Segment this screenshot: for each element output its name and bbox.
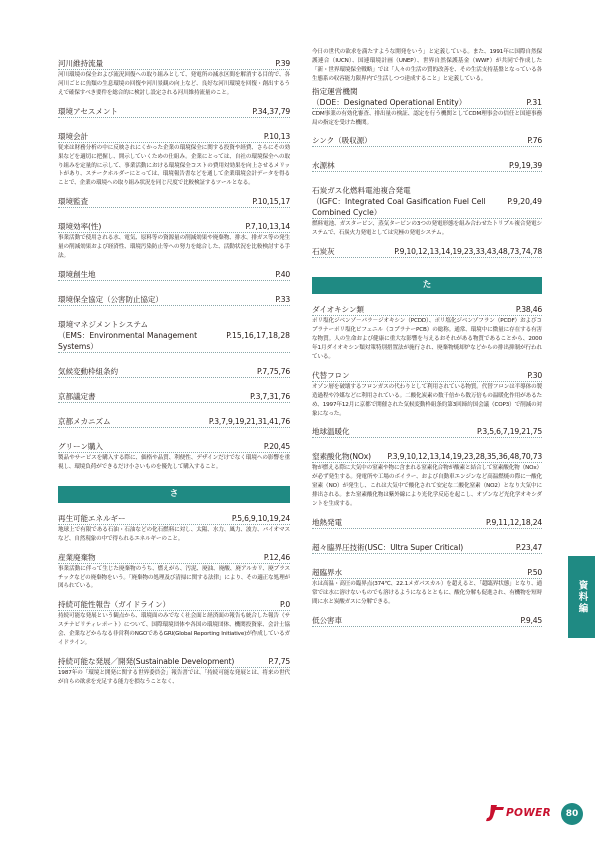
glossary-entry: [58, 104, 290, 129]
glossary-entry: [312, 540, 542, 565]
term-description: 製品やサービスを購入する際に、価格や品質、利便性、デザインだけでなく環境への影響を重視し、環境負荷ができるだけ小さいものを優先して購入すること。: [58, 454, 290, 470]
page-refs: P.9,11,12,18,24: [486, 517, 542, 527]
term-english: （DOE：Designated Operational Entity）: [312, 97, 467, 107]
glossary-entry: [312, 84, 542, 134]
term-heading: [312, 515, 542, 529]
page-refs: P.38,46: [515, 305, 542, 315]
term-description: 持続可能な発展という観点から、環境面のみでなく社会面と経済面の報告も統合した報告（サステナビリティレポート）について、国際環境団体や各国の環境団体、機関投資家、会計士協会、企業などからなる非営利のNGOであるGRI(Global Reporting Initiative)が作成しているガイドライン。: [58, 613, 290, 647]
glossary-entry: [58, 129, 290, 195]
term-heading: [58, 389, 290, 403]
glossary-list-a: [58, 56, 290, 478]
page-refs: P.23,47: [515, 542, 542, 552]
term-description: 地球上で有限である石油・石油などの化石燃料に対し、太陽、水力、風力、波力、バイオマスなど、自然現象の中で得られるエネルギーのこと。: [58, 526, 290, 542]
term: 再生可能エネルギー: [58, 513, 126, 523]
page-refs: P.3,9,10,12,13,14,19,23,28,35,36,48,70,73: [387, 452, 542, 462]
glossary-entry: [312, 424, 542, 449]
page-refs: P.3,5,6,7,19,21,75: [476, 427, 542, 437]
term: 環境保全協定（公害防止協定）: [58, 294, 163, 304]
term: 産業廃棄物: [58, 552, 96, 562]
term: 持続可能な発展／開発(Sustainable Development): [58, 656, 235, 666]
glossary-entry: [58, 292, 290, 317]
side-tab-appendix[interactable]: 資料編: [568, 556, 595, 638]
page-refs: P.33: [275, 294, 290, 304]
page-refs: P.31: [526, 97, 542, 107]
term-heading: [312, 449, 542, 463]
term: 超臨界水: [312, 567, 342, 577]
page-refs: P.50: [527, 567, 542, 577]
term-heading: [58, 56, 290, 70]
term-heading: [312, 613, 542, 627]
page-refs: P.0: [279, 600, 290, 610]
term-description: 事業活動に伴って生じた廃棄物のうち、燃えがら、汚泥、廃油、廃酸、廃アルカリ、廃プラスチックなどの廃棄物をいう。「廃棄物の処理及び清掃に関する法律」により、その適正な処理が図られている。: [58, 565, 290, 590]
term-heading: [58, 129, 290, 143]
term: 石炭灰: [312, 247, 335, 257]
term: 地球温暖化: [312, 427, 350, 437]
term: 環境マネジメントシステム: [58, 319, 149, 329]
page-refs: P.34,37,79: [252, 106, 290, 116]
glossary-entry: [58, 550, 290, 598]
glossary-entry: [312, 183, 542, 244]
term-heading: [58, 511, 290, 525]
page-refs: P.9,45: [520, 615, 542, 625]
term: 超々臨界圧技術(USC：Ultra Super Critical): [312, 542, 464, 552]
page-refs: P.3,7,9,19,21,31,41,76: [208, 416, 290, 426]
page-refs: P.39: [275, 59, 290, 68]
term: ダイオキシン類: [312, 305, 364, 315]
glossary-entry: [58, 317, 290, 364]
glossary-entry: [58, 219, 290, 267]
page-refs: P.10,13: [263, 131, 290, 141]
glossary-list-d: [312, 302, 542, 637]
page-refs: P.7,75: [268, 656, 290, 666]
term: シンク（吸収源）: [312, 136, 372, 146]
term-description: 従来は財務分析の中に反映されにくかった企業の環境保全に関する投資や経費、さらにその効果などを適切に把握し、開示していくための仕組み。企業にとっては、自社の環境保全への取り組みを定量的に示して、事業活動における環境保全コストの費用対効果を向上させるメリットがあり、ステークホルダーにとっては、環境報告書などを通して企業環境会計データを得ることで、企業の環境への取り組み状況を同じ尺度で比較検証するツールとなる。: [58, 144, 290, 187]
glossary-entry: [58, 654, 290, 693]
section-header-sa: さ: [58, 486, 290, 503]
term-description: オゾン層を破壊するフロンガスの代わりとして利用されている物質。代替フロンは半導体の製造過程や冷媒などに利用されている。二酸化炭素の数千倍から数万倍もの温暖化作用があるため、1997年12月に京都で開催された気候変動枠組条約第3回締約国会議（COP3）で削減の対象になった。: [312, 383, 542, 417]
term-heading: [312, 244, 542, 258]
term-heading: [312, 183, 542, 219]
section-header-ta: た: [312, 277, 542, 294]
glossary-entry: [58, 364, 290, 389]
page-refs: P.30: [527, 370, 542, 380]
jpower-mark-icon: [483, 803, 505, 823]
term: 環境効率(性): [58, 222, 102, 232]
glossary-entry: [312, 244, 542, 269]
term-heading: [312, 565, 542, 579]
term: グリーン購入: [58, 441, 103, 451]
term-heading: [58, 219, 290, 233]
logo-wordmark: POWER: [506, 807, 551, 819]
term-english: （EMS：Environmental Management Systems）: [58, 330, 198, 351]
term: 環境創生地: [58, 269, 96, 279]
term-heading: [58, 292, 290, 306]
glossary-entry: [312, 613, 542, 638]
term-description: 物が燃える際に大気中の窒素や物に含まれる窒素化合物が酸素と結合して窒素酸化物（NOx）が必ず発生する。発電所や工場のボイラー、および自動車エンジンなど高温燃焼の際に一酸化窒素（NO）が発生し、これは大気中で酸化されて安定な二酸化窒素（NO2）となり大気中に排出される。また窒素酸化物は紫外線により光化学反応を起こし、オゾンなど光化学オキシダントを生成する。: [312, 465, 542, 508]
glossary-entry: [312, 565, 542, 613]
term-heading: [58, 267, 290, 281]
term-description: 燃料電池、ガスタービン、蒸気タービンの3つの発電形態を組み合わせたトリプル複合発電システムで、石炭火力発電としては究極の発電システム。: [312, 221, 542, 237]
term: 環境会計: [58, 131, 88, 141]
glossary-entry: [312, 302, 542, 368]
term: 水源林: [312, 161, 335, 171]
right-column: [312, 47, 542, 638]
term-description: 事業活動で使用される水、電気、原料等の資源量の削減効果や廃棄物、排水、排ガス等の発生量の削減効果および経済性、環境汚染防止等への努力を総合した、活動状況を比較検討する手法。: [58, 235, 290, 260]
glossary-entry: [58, 414, 290, 439]
term-description: ポリ塩化ジベンゾ－パラ－ジオキシン（PCDD）、ポリ塩化ジベンゾフラン（PCDF）およびコプラナーポリ塩化ビフェニル（コプラナーPCB）の総称。通常、環境中に微量に存在する有害な物質。人の生命および健康に重大な影響を与えるおそれがある物質であることから、2000年1月ダイオキシン類対策特別措置法が施行され、廃棄物焼却炉などからの排出抑制が行われている。: [312, 318, 542, 360]
term: 環境アセスメント: [58, 106, 118, 116]
page-refs: P.20,45: [263, 441, 290, 451]
term: 代替フロン: [312, 370, 350, 380]
term: 窒素酸化物(NOx): [312, 452, 372, 462]
term-heading: [312, 84, 542, 109]
term: 気候変動枠組条約: [58, 366, 118, 376]
glossary-entry: [58, 194, 290, 219]
term-heading: [312, 302, 542, 316]
term-heading: [58, 654, 290, 668]
term: 環境監査: [58, 197, 88, 207]
term: 地熱発電: [312, 517, 342, 527]
page-refs: P.40: [275, 269, 290, 279]
glossary-entry: [58, 389, 290, 414]
term-heading: [312, 158, 542, 172]
page-refs: P.5,6,9,10,19,24: [231, 513, 290, 523]
left-column: [58, 56, 290, 693]
glossary-entry: [58, 267, 290, 292]
term-heading: [58, 414, 290, 428]
term: 石炭ガス化燃料電池複合発電: [312, 186, 411, 196]
glossary-entry: [58, 56, 290, 104]
term-heading: [312, 368, 542, 382]
page-number: 80: [561, 803, 583, 825]
jpower-logo: [483, 803, 551, 823]
page-refs: P.7,75,76: [257, 366, 290, 376]
glossary-list-b: [58, 511, 290, 693]
term-heading: [58, 597, 290, 611]
glossary-entry: [312, 449, 542, 515]
glossary-entry: [312, 158, 542, 183]
page-refs: P.15,16,17,18,28: [226, 330, 290, 340]
page-refs: P.9,10,12,13,14,19,23,33,43,48,73,74,78: [394, 247, 542, 257]
glossary-entry: [312, 368, 542, 425]
term-description: 水は高温・高圧の臨界点(374℃、22.1メガパスカル）を超えると、「超臨界状態」となり、通常では水に溶けないものでも溶けるようになるとともに、酸化分解も促進され、有機物を短時間に水と炭酸ガスに分解できる。: [312, 580, 542, 605]
term-english: （IGFC：Integrated Coal Gasification Fuel Cell Combined Cycle）: [312, 197, 486, 218]
glossary-list-c: [312, 84, 542, 270]
term-heading: [58, 550, 290, 564]
term-heading: [58, 317, 290, 353]
term-description: CDM事業の有効化審査、排出量の検証、認定を行う機関としてCDM理事会の信任と国連事務局の指定を受けた機関。: [312, 110, 542, 126]
term: 京都メカニズム: [58, 416, 111, 426]
term-heading: [312, 424, 542, 438]
term-heading: [58, 104, 290, 118]
glossary-entry: [58, 439, 290, 478]
term: 低公害車: [312, 615, 342, 625]
term-heading: [58, 439, 290, 453]
page-refs: P.76: [527, 136, 542, 146]
term: 指定運営機関: [312, 86, 358, 96]
term-heading: [312, 133, 542, 147]
glossary-entry: [58, 511, 290, 550]
page-refs: P.9,19,39: [509, 161, 542, 171]
term-heading: [58, 194, 290, 208]
term-description: 河川環境の保全および流況回復への取り組みとして、発電所の減水区間を解消する目的で、各河川ごとに魚類の生息環境の回復や河川景観の向上など、良好な河川環境を回復・創出するうえで確保すべき要件を総合的に検討し設定される河川維持流量のこと。: [58, 72, 290, 96]
term-heading: [58, 364, 290, 378]
glossary-entry: [58, 597, 290, 654]
glossary-entry: [312, 133, 542, 158]
glossary-entry: [312, 515, 542, 540]
term: 京都議定書: [58, 391, 96, 401]
term-heading: [312, 540, 542, 554]
page-refs: P.7,10,13,14: [245, 222, 290, 232]
term: 河川維持流量: [58, 59, 103, 68]
page-refs: P.12,46: [263, 552, 290, 562]
term: 持続可能性報告（ガイドライン）: [58, 600, 170, 610]
term-description: 1987年の「環境と開発に関する世界委員会」報告書では、「持続可能な発展とは、将来の世代が自らの欲求を充足する能力を損なうことなく、: [58, 669, 290, 685]
continued-description: 今日の世代の欲求を満たすような開発をいう」と定義している。また、1991年に国際自然保護連合（IUCN）、国連環境計画（UNEP）、世界自然保護基金（WWF）が共同で作成した「新・世界環境保全戦略」では「人々の生活の質的改善を、その生活支持基盤となっている各生態系の収容能力限界内で生活しつつ達成すること」と定義している。: [312, 49, 542, 82]
page-refs: P.10,15,17: [252, 197, 290, 207]
page-refs: P.3,7,31,76: [250, 391, 290, 401]
page-refs: P.9,20,49: [507, 197, 542, 207]
